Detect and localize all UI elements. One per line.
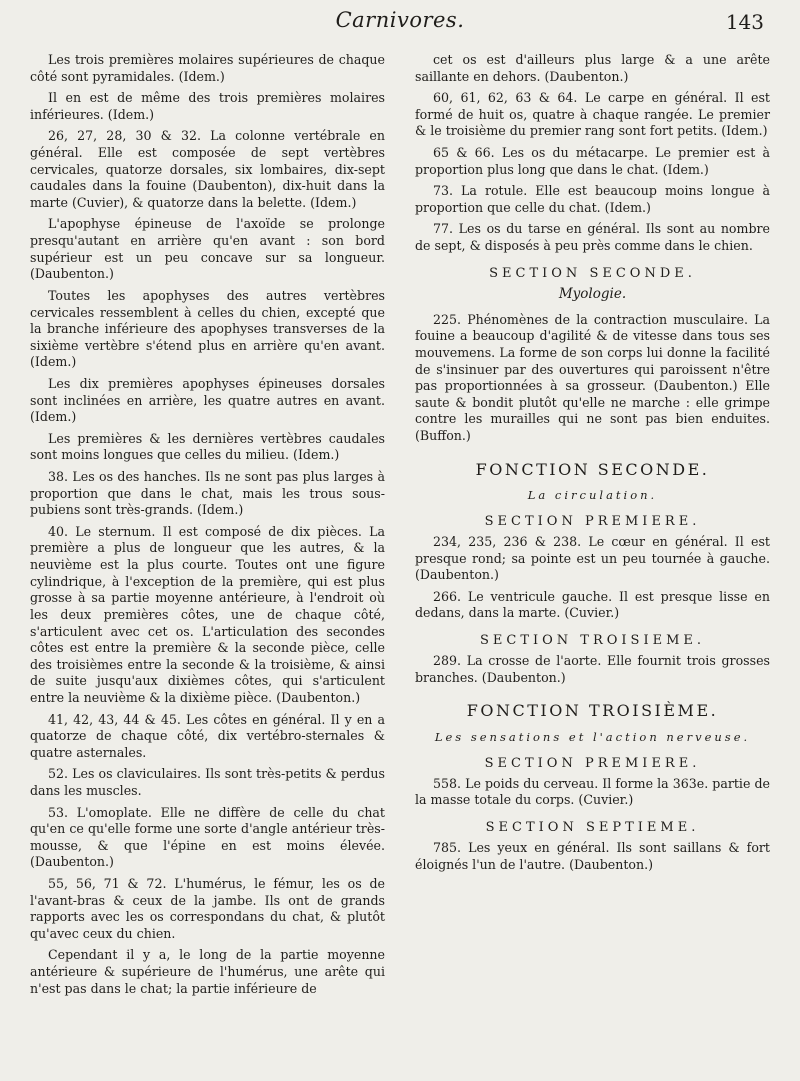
function-heading: FONCTION TROISIÈME. — [466, 701, 719, 721]
paragraph: Les dix premières apophyses épineuses dorsales sont inclinées en arrière, les quatre autres en avant. (Idem.) — [30, 375, 385, 425]
paragraph: 52. Les os claviculaires. Ils sont très-petits & perdus dans les muscles. — [30, 766, 385, 798]
left-column — [30, 52, 385, 1002]
paragraph: 73. La rotule. Elle est beaucoup moins longue à proportion que celle du chat. (Idem.) — [415, 183, 770, 215]
paragraph: 785. Les yeux en général. Ils sont saillans & fort éloignés l'un de l'autre. (Daubenton.) — [415, 840, 770, 872]
section-heading: SECTION SECONDE. — [489, 265, 696, 281]
paragraph: 60, 61, 62, 63 & 64. Le carpe en général. Il est formé de huit os, quatre à chaque rangée. Le premier & le troisième du premier rang sont fort petits. (Idem.) — [415, 90, 770, 139]
paragraph: Les trois premières molaires supérieures de chaque côté sont pyramidales. (Idem.) — [30, 52, 385, 84]
paragraph: 225. Phénomènes de la contraction musculaire. La fouine a beaucoup d'agilité & de vitesse dans tous ses mouvemens. La forme de son corps lui donne la facilité de s'insinuer par des ouvertures qui paroissent n'être pas proportionnées à sa grosseur. (Daubenton.) Elle saute & bondit plutôt qu'elle ne marche : elle grimpe contre les murailles qui ne sont pas bien enduites. (Buffon.) — [415, 311, 770, 443]
paragraph: 65 & 66. Les os du métacarpe. Le premier est à proportion plus long que dans le chat. (Idem.) — [415, 145, 770, 177]
paragraph: 266. Le ventricule gauche. Il est presque lisse en dedans, dans la marte. (Cuvier.) — [415, 588, 770, 621]
paragraph: 77. Les os du tarse en général. Ils sont au nombre de sept, & disposés à peu près comme dans le chien. — [415, 221, 770, 254]
paragraph: 53. L'omoplate. Elle ne diffère de celle du chat qu'en ce qu'elle forme une sorte d'angle antérieur très-mousse, & que l'épine en est moins élevée. (Daubenton.) — [30, 804, 385, 870]
page-number: 143 — [725, 10, 764, 34]
section-heading: SECTION PREMIERE. — [484, 513, 701, 529]
subsection-heading: La circulation. — [527, 487, 658, 502]
paragraph: L'apophyse épineuse de l'axoïde se prolonge presqu'autant en arrière qu'en avant : son bord supérieur est un peu concave sur sa longueur. (Daubenton.) — [30, 216, 385, 282]
paragraph: Il en est de même des trois premières molaires inférieures. (Idem.) — [30, 90, 385, 122]
paragraph: Cependant il y a, le long de la partie moyenne antérieure & supérieure de l'humérus, une arête qui n'est pas dans le chat; la partie inférieure de — [30, 947, 385, 996]
function-heading: FONCTION SECONDE. — [475, 459, 710, 479]
running-title: Carnivores. — [335, 8, 465, 32]
page-header — [0, 0, 800, 46]
paragraph: 289. La crosse de l'aorte. Elle fournit trois grosses branches. (Daubenton.) — [415, 653, 770, 685]
paragraph: 55, 56, 71 & 72. L'humérus, le fémur, les os de l'avant-bras & ceux de la jambe. Ils ont de grands rapports avec les os correspondans du chat, & plutôt qu'avec ceux du chien. — [30, 876, 385, 941]
paragraph: Les premières & les dernières vertèbres caudales sont moins longues que celles du milieu. (Idem.) — [30, 430, 385, 463]
section-heading: SECTION TROISIEME. — [479, 633, 706, 649]
paragraph: 234, 235, 236 & 238. Le cœur en général. Il est presque rond; sa pointe est un peu tournée à gauche. (Daubenton.) — [415, 533, 770, 583]
subsection-heading: Myologie. — [558, 285, 627, 302]
subsection-heading: Les sensations et l'action nerveuse. — [434, 729, 751, 744]
right-column — [415, 52, 770, 1002]
section-heading: SECTION SEPTIEME. — [485, 820, 700, 836]
paragraph: Toutes les apophyses des autres vertèbres cervicales ressemblent à celles du chien, excepté que la branche inférieure des apophyses transverses de la sixième vertèbre s'étend plus en arrière qu'en avant. (Idem.) — [30, 287, 385, 370]
paragraph: 38. Les os des hanches. Ils ne sont pas plus larges à proportion que dans le chat, mais les trous sous-pubiens sont très-grands. (Idem.) — [30, 469, 385, 518]
paragraph: 40. Le sternum. Il est composé de dix pièces. La première a plus de longueur que les autres, & la neuvième est la plus courte. Toutes ont une figure cylindrique, à l'exception de la première, qui est plus grosse à sa partie moyenne antérieure, à l'endroit où les deux premières côtes, une de chaque côté, s'articulent avec cet os. L'articulation des secondes côtes est entre la première & la seconde pièce, celle des troisièmes entre la seconde & la troisième, & ainsi de suite jusqu'aux dixièmes côtes, qui s'articulent entre la neuvième & la dixième pièce. (Daubenton.) — [30, 523, 385, 705]
section-heading: SECTION PREMIERE. — [484, 755, 701, 771]
paragraph: 558. Le poids du cerveau. Il forme la 363e. partie de la masse totale du corps. (Cuvier.) — [415, 775, 770, 808]
paragraph: 41, 42, 43, 44 & 45. Les côtes en général. Il y en a quatorze de chaque côté, dix vertébro-sternales & quatre asternales. — [30, 711, 385, 760]
text-columns — [30, 52, 770, 1002]
paragraph: 26, 27, 28, 30 & 32. La colonne vertébrale en général. Elle est composée de sept vertèbres cervicales, quatorze dorsales, six lombaires, dix-sept caudales dans la fouine (Daubenton), dix-huit dans la marte (Cuvier), & quatorze dans la belette. (Idem.) — [30, 128, 385, 210]
paragraph: cet os est d'ailleurs plus large & a une arête saillante en dehors. (Daubenton.) — [415, 52, 770, 84]
